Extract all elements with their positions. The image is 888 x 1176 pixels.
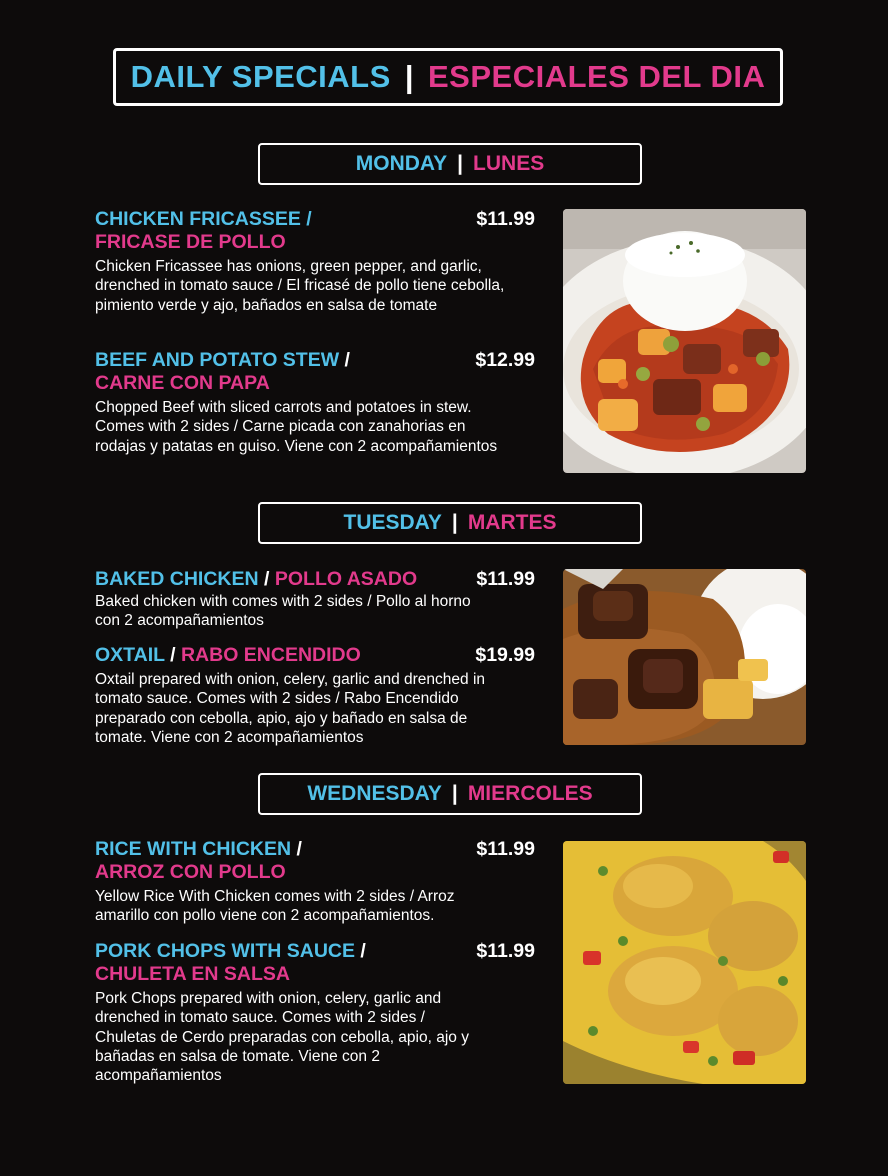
- title-english: DAILY SPECIALS: [130, 59, 391, 94]
- day-name-spanish: MIERCOLES: [467, 782, 593, 805]
- item-description: Pork Chops prepared with onion, celery, garlic and drenched in tomato sauce. Comes with 2 sides / Chuletas de Cerdo preparadas con cebolla, apio, ajo y bañadas en salsa de tomate. Viene con 2 acompañamientos: [95, 990, 469, 1085]
- menu-item-title: [95, 208, 465, 254]
- day-name-english: MONDAY: [355, 152, 448, 175]
- item-price: $11.99: [476, 208, 535, 230]
- day-header-wednesday: [258, 773, 642, 815]
- item-title-english: CHICKEN FRICASSEE /: [95, 208, 312, 230]
- menu-item-title: [95, 644, 465, 667]
- item-title-spanish: FRICASE DE POLLO: [95, 231, 286, 253]
- day-separator: |: [457, 152, 464, 175]
- arroz-con-pollo-photo: [563, 841, 806, 1084]
- day-separator: |: [451, 782, 458, 805]
- item-title-english: PORK CHOPS WITH SAUCE: [95, 940, 356, 962]
- item-title-spanish: ARROZ CON POLLO: [95, 861, 286, 883]
- title-spanish: ESPECIALES DEL DIA: [428, 59, 766, 94]
- item-description: Yellow Rice With Chicken comes with 2 sides / Arroz amarillo con pollo viene con 2 acompañamientos.: [95, 888, 455, 925]
- chicken-fricassee-photo: [563, 209, 806, 473]
- day-name-spanish: LUNES: [473, 152, 545, 175]
- menu-item-title: [95, 568, 475, 591]
- item-title-separator: /: [339, 349, 350, 371]
- menu-item-title: [95, 349, 465, 395]
- item-title-spanish: CARNE CON PAPA: [95, 372, 270, 394]
- item-title-english: BEEF AND POTATO STEW: [95, 349, 340, 371]
- item-description: Oxtail prepared with onion, celery, garlic and drenched in tomato sauce. Comes with 2 sides / Rabo Encendido preparado con cebolla, apio, ajo y bañado en salsa de tomate. Viene con 2 acompañamientos: [95, 671, 486, 746]
- title-separator: |: [404, 59, 414, 94]
- menu-title: [113, 48, 783, 106]
- day-name-english: TUESDAY: [343, 511, 442, 534]
- day-header-tuesday: [258, 502, 642, 544]
- menu-item-title: [95, 940, 465, 986]
- menu-item-title: [95, 838, 465, 884]
- item-price: $12.99: [475, 349, 535, 371]
- day-separator: |: [451, 511, 458, 534]
- item-title-spanish: CHULETA EN SALSA: [95, 963, 290, 985]
- item-title-separator: /: [258, 568, 275, 590]
- item-title-english: OXTAIL: [95, 644, 165, 666]
- item-price: $11.99: [476, 568, 535, 590]
- item-title-separator: /: [291, 838, 302, 860]
- item-title-separator: /: [164, 644, 181, 666]
- day-name-english: WEDNESDAY: [307, 782, 442, 805]
- item-description: Chopped Beef with sliced carrots and potatoes in stew. Comes with 2 sides / Carne picada con zanahorias en rodajas y patatas en guiso. Viene con 2 acompañamientos: [95, 399, 498, 455]
- item-title-separator: /: [355, 940, 366, 962]
- item-title-spanish: RABO ENCENDIDO: [180, 644, 361, 666]
- item-price: $11.99: [476, 940, 535, 962]
- item-description: Baked chicken with comes with 2 sides / Pollo al horno con 2 acompañamientos: [95, 593, 471, 630]
- item-price: $11.99: [476, 838, 535, 860]
- day-header-monday: [258, 143, 642, 185]
- item-title-spanish: POLLO ASADO: [274, 568, 418, 590]
- oxtail-photo: [563, 569, 806, 745]
- day-name-spanish: MARTES: [467, 511, 557, 534]
- item-price: $19.99: [475, 644, 535, 666]
- item-title-english: RICE WITH CHICKEN: [95, 838, 292, 860]
- item-description: Chicken Fricassee has onions, green pepper, and garlic, drenched in tomato sauce / El fricasé de pollo tiene cebolla, pimiento verde y ajo, bañados en salsa de tomate: [95, 258, 505, 314]
- item-title-english: BAKED CHICKEN: [95, 568, 259, 590]
